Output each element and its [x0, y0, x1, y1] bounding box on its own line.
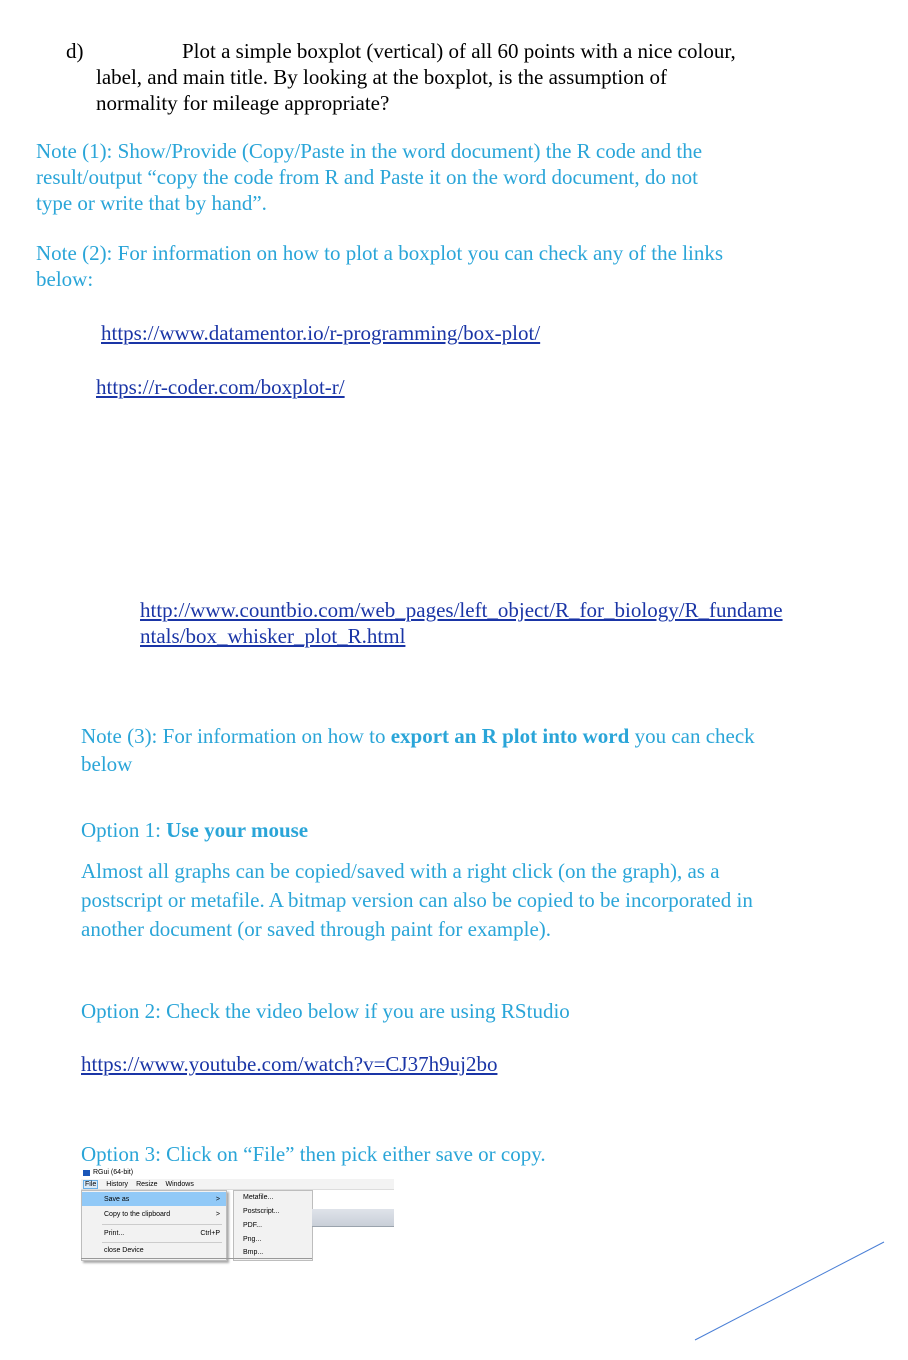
menu-item-copy-clipboard-label: Copy to the clipboard [104, 1210, 171, 1218]
note2-line-1: Note (2): For information on how to plot a boxplot you can check any of the links [36, 241, 724, 265]
note1-line-2: result/output “copy the code from R and Paste it on the word document, do not [36, 165, 698, 189]
note3-bold: export an R plot into word [390, 724, 630, 748]
menu-history[interactable]: History [106, 1180, 129, 1188]
note3-suffix: you can check [629, 724, 755, 748]
menu-resize[interactable]: Resize [136, 1180, 158, 1188]
rgui-titlebar [81, 1166, 394, 1179]
question-line-3: normality for mileage appropriate? [96, 91, 390, 115]
menu-item-save-as[interactable] [82, 1192, 226, 1206]
note3-line-1 [81, 723, 755, 749]
question-line-2: label, and main title. By looking at the boxplot, is the assumption of [96, 65, 668, 89]
submenu-metafile[interactable]: Metafile... [243, 1194, 274, 1201]
option3-text: Option 3: Click on “File” then pick either save or copy. [81, 1142, 546, 1166]
rgui-bottom-border [81, 1258, 312, 1259]
option1-bold: Use your mouse [166, 818, 309, 842]
option2-text: Option 2: Check the video below if you are using RStudio [81, 999, 570, 1023]
rgui-menubar [81, 1179, 394, 1190]
chevron-right-icon: > [215, 1195, 220, 1203]
menu-item-copy-clipboard[interactable] [82, 1207, 226, 1221]
note2-line-2: below: [36, 267, 94, 291]
submenu-pdf[interactable]: PDF... [243, 1222, 263, 1229]
menu-item-close-device-label: close Device [104, 1246, 144, 1254]
rcoder-link[interactable]: https://r-coder.com/boxplot-r/ [96, 375, 345, 399]
question-line-1: Plot a simple boxplot (vertical) of all 60 points with a nice colour, [182, 39, 736, 63]
rgui-screenshot [81, 1166, 394, 1259]
option1-prefix: Option 1: [81, 818, 167, 842]
chevron-right-icon: > [215, 1210, 220, 1218]
menu-file[interactable]: File [85, 1180, 97, 1188]
menu-separator [102, 1224, 222, 1225]
option1-line-2: postscript or metafile. A bitmap version can also be copied to be incorporated in [81, 888, 753, 912]
countbio-link[interactable] [140, 597, 783, 649]
countbio-link-line-1[interactable]: http://www.countbio.com/web_pages/left_object/R_for_biology/R_fundame [140, 598, 783, 622]
youtube-link[interactable]: https://www.youtube.com/watch?v=CJ37h9uj2bo [81, 1052, 498, 1076]
menu-item-print-label: Print... [104, 1229, 125, 1237]
decorative-line [690, 1238, 890, 1344]
option1-heading [81, 817, 308, 843]
datamentor-link[interactable]: https://www.datamentor.io/r-programming/box-plot/ [101, 321, 541, 345]
note3-line-2: below [81, 752, 133, 776]
decorative-line-stroke [695, 1242, 884, 1340]
question-label: d) [66, 39, 84, 63]
note1-line-3: type or write that by hand”. [36, 191, 267, 215]
countbio-link-line-2[interactable]: ntals/box_whisker_plot_R.html [140, 624, 406, 648]
submenu-png[interactable]: Png... [243, 1236, 262, 1243]
r-app-icon [83, 1170, 90, 1176]
rgui-title: RGui (64-bit) [93, 1169, 134, 1176]
option1-line-3: another document (or saved through paint for example). [81, 917, 552, 941]
note1-line-1: Note (1): Show/Provide (Copy/Paste in the word document) the R code and the [36, 139, 703, 163]
menu-item-print[interactable] [82, 1226, 226, 1240]
save-as-submenu [233, 1190, 313, 1261]
menu-item-close-device[interactable] [82, 1243, 226, 1257]
option1-line-1: Almost all graphs can be copied/saved with a right click (on the graph), as a [81, 859, 720, 883]
rgui-toolbar-strip [312, 1209, 394, 1227]
menu-item-save-as-label: Save as [104, 1195, 130, 1203]
submenu-bmp[interactable]: Bmp... [243, 1249, 264, 1256]
menu-windows[interactable]: Windows [165, 1180, 194, 1188]
file-menu [81, 1190, 227, 1261]
menu-item-print-shortcut: Ctrl+P [200, 1229, 220, 1237]
note3-prefix: Note (3): For information on how to [81, 724, 391, 748]
submenu-postscript[interactable]: Postscript... [243, 1208, 280, 1215]
